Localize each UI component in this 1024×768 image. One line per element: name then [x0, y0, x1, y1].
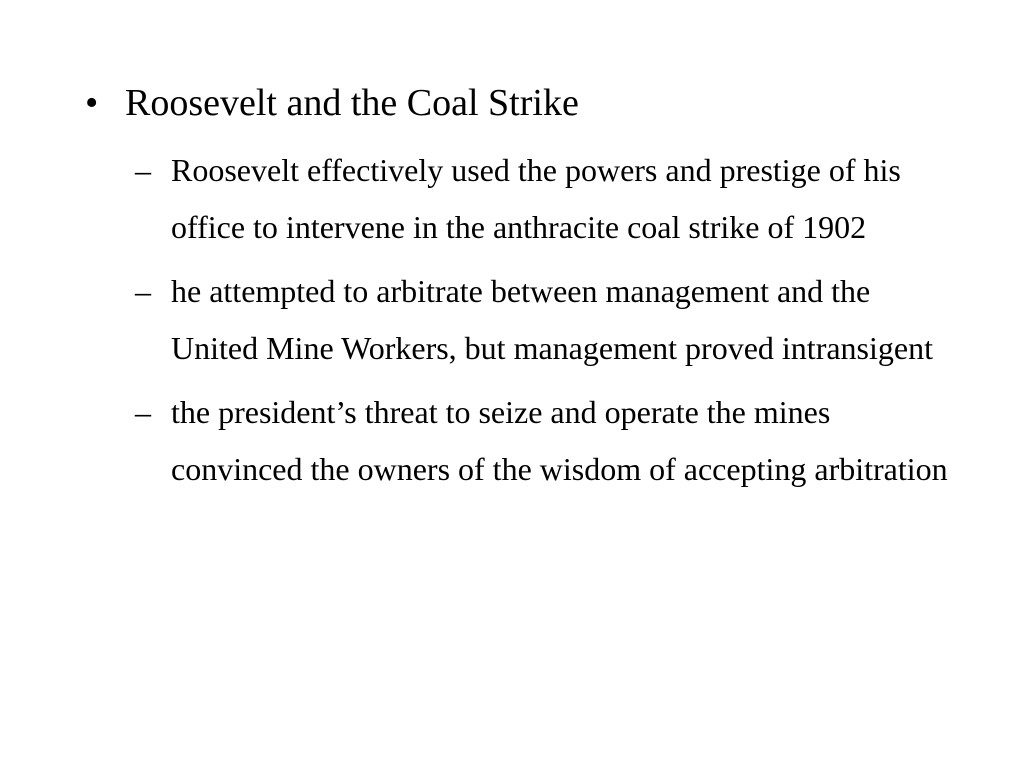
sub-bullet-text: Roosevelt effectively used the powers and prestige of his office to intervene in the anthracite coal strike of 1902: [171, 152, 901, 245]
dash-marker: –: [135, 152, 151, 188]
dash-marker: –: [135, 273, 151, 309]
bullet-marker: •: [85, 82, 99, 124]
sub-bullet-list: [135, 142, 955, 505]
main-bullet-text: Roosevelt and the Coal Strike: [125, 82, 579, 124]
sub-bullet-text: the president’s threat to seize and operate the mines convinced the owners of the wisdom of accepting arbitration: [171, 394, 948, 487]
sub-bullet-text: he attempted to arbitrate between management and the United Mine Workers, but management proved intransigent: [171, 273, 933, 366]
sub-bullet-item: [135, 384, 955, 498]
sub-bullet-item: [135, 263, 955, 377]
sub-bullet-item: [135, 142, 955, 256]
dash-marker: –: [135, 394, 151, 430]
